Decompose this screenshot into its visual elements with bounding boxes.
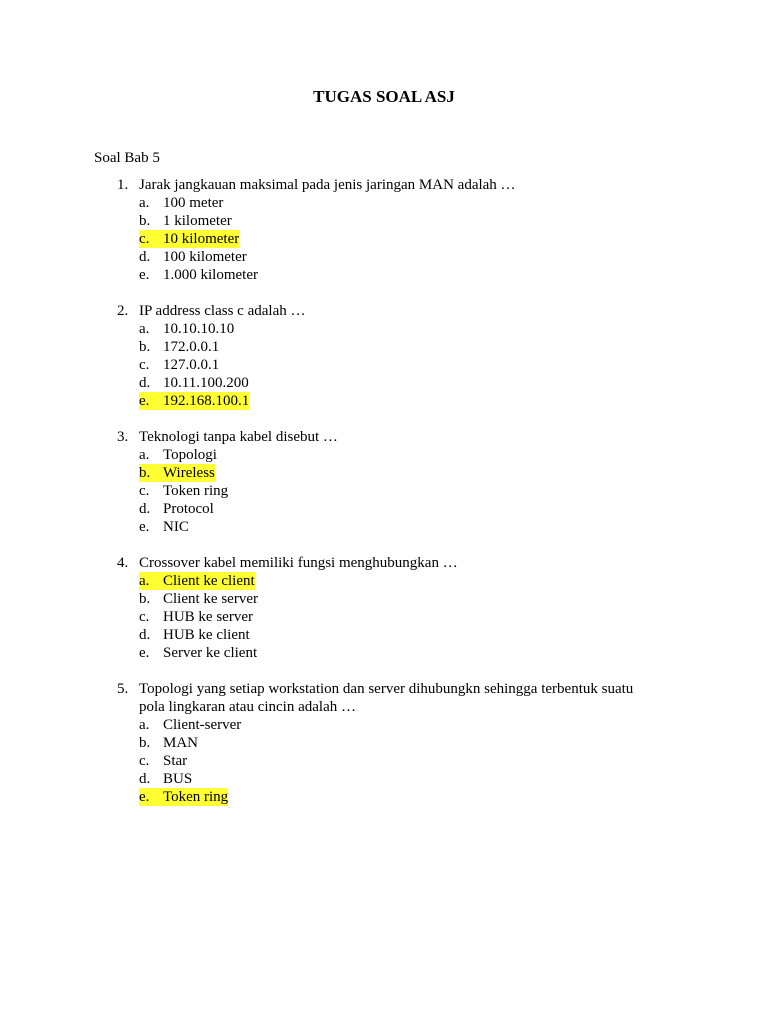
option-letter: a. bbox=[139, 195, 150, 211]
answer-option bbox=[0, 374, 768, 392]
option-text: HUB ke server bbox=[163, 609, 253, 625]
option-text: Topologi bbox=[163, 447, 217, 463]
option-content bbox=[139, 248, 247, 266]
question-text: Crossover kabel memiliki fungsi menghubungkan … bbox=[139, 555, 458, 571]
option-letter: d. bbox=[139, 501, 151, 517]
option-letter: e. bbox=[139, 789, 150, 805]
option-content bbox=[139, 716, 241, 734]
answer-option bbox=[0, 248, 768, 266]
option-letter: d. bbox=[139, 249, 151, 265]
option-text: Token ring bbox=[163, 789, 229, 805]
question-number: 5. bbox=[117, 681, 129, 697]
option-letter: b. bbox=[139, 735, 151, 751]
option-content bbox=[139, 626, 250, 644]
option-content bbox=[139, 446, 217, 464]
answer-option bbox=[0, 266, 768, 284]
option-text: 10 kilometer bbox=[163, 231, 240, 247]
option-content bbox=[139, 572, 255, 590]
option-letter: e. bbox=[139, 393, 150, 409]
option-letter: c. bbox=[139, 483, 150, 499]
option-content bbox=[139, 194, 223, 212]
option-letter: e. bbox=[139, 519, 150, 535]
option-content bbox=[139, 590, 258, 608]
option-text: 127.0.0.1 bbox=[163, 357, 220, 373]
option-text: 192.168.100.1 bbox=[163, 393, 250, 409]
question-text: IP address class c adalah … bbox=[139, 303, 306, 319]
question-number: 1. bbox=[117, 177, 129, 193]
answer-option bbox=[0, 770, 768, 788]
option-content bbox=[139, 500, 214, 518]
answer-option-highlighted bbox=[0, 392, 768, 410]
option-text: 100 kilometer bbox=[163, 249, 247, 265]
answer-option bbox=[0, 500, 768, 518]
answer-option bbox=[0, 338, 768, 356]
option-letter: e. bbox=[139, 645, 150, 661]
option-content bbox=[139, 518, 189, 536]
question-text-line: pola lingkaran atau cincin adalah … bbox=[139, 699, 356, 715]
answer-option bbox=[0, 482, 768, 500]
question-text: Teknologi tanpa kabel disebut … bbox=[139, 429, 338, 445]
option-text: 172.0.0.1 bbox=[163, 339, 220, 355]
option-letter: c. bbox=[139, 231, 150, 247]
answer-option bbox=[0, 644, 768, 662]
option-text: 10.10.10.10 bbox=[163, 321, 235, 337]
question-stem bbox=[0, 428, 768, 446]
option-letter: c. bbox=[139, 357, 150, 373]
option-content bbox=[139, 734, 198, 752]
option-letter: e. bbox=[139, 267, 150, 283]
answer-option-highlighted bbox=[0, 464, 768, 482]
option-text: Client ke server bbox=[163, 591, 258, 607]
answer-option bbox=[0, 734, 768, 752]
question-stem bbox=[0, 176, 768, 194]
page-title: TUGAS SOAL ASJ bbox=[313, 87, 455, 106]
answer-option bbox=[0, 212, 768, 230]
option-content bbox=[139, 374, 249, 392]
option-letter: c. bbox=[139, 753, 150, 769]
question-1 bbox=[0, 176, 768, 284]
option-letter: b. bbox=[139, 213, 151, 229]
option-letter: a. bbox=[139, 321, 150, 337]
option-content bbox=[139, 788, 228, 806]
option-letter: d. bbox=[139, 375, 151, 391]
option-letter: a. bbox=[139, 717, 150, 733]
question-number: 2. bbox=[117, 303, 129, 319]
answer-option-highlighted bbox=[0, 788, 768, 806]
option-text: 1 kilometer bbox=[163, 213, 232, 229]
option-content bbox=[139, 392, 249, 410]
question-stem bbox=[0, 554, 768, 572]
option-content bbox=[139, 338, 219, 356]
option-text: Protocol bbox=[163, 501, 214, 517]
answer-option bbox=[0, 194, 768, 212]
option-text: BUS bbox=[163, 771, 193, 787]
question-5 bbox=[0, 680, 768, 806]
option-text: 10.11.100.200 bbox=[163, 375, 249, 391]
question-2 bbox=[0, 302, 768, 410]
question-number: 3. bbox=[117, 429, 129, 445]
question-text-continued bbox=[0, 698, 768, 716]
answer-option bbox=[0, 752, 768, 770]
option-letter: d. bbox=[139, 771, 151, 787]
option-letter: b. bbox=[139, 339, 151, 355]
option-text: Server ke client bbox=[163, 645, 258, 661]
answer-option-highlighted bbox=[0, 230, 768, 248]
option-text: HUB ke client bbox=[163, 627, 250, 643]
answer-option bbox=[0, 608, 768, 626]
option-text: 100 meter bbox=[163, 195, 224, 211]
question-number: 4. bbox=[117, 555, 129, 571]
question-4 bbox=[0, 554, 768, 662]
question-text: Topologi yang setiap workstation dan server dihubungkn sehingga terbentuk suatu bbox=[139, 681, 634, 697]
option-text: 1.000 kilometer bbox=[163, 267, 258, 283]
option-text: Token ring bbox=[163, 483, 229, 499]
option-text: Star bbox=[163, 753, 188, 769]
option-text: Client ke client bbox=[163, 573, 255, 589]
question-3 bbox=[0, 428, 768, 536]
option-letter: b. bbox=[139, 465, 151, 481]
answer-option bbox=[0, 518, 768, 536]
option-content bbox=[139, 266, 258, 284]
answer-option-highlighted bbox=[0, 572, 768, 590]
option-text: NIC bbox=[163, 519, 189, 535]
question-text: Jarak jangkauan maksimal pada jenis jaringan MAN adalah … bbox=[139, 177, 516, 193]
option-content bbox=[139, 356, 219, 374]
option-letter: d. bbox=[139, 627, 151, 643]
question-stem bbox=[0, 302, 768, 320]
option-content bbox=[139, 212, 232, 230]
option-content bbox=[139, 320, 234, 338]
answer-option bbox=[0, 716, 768, 734]
question-list bbox=[0, 176, 768, 824]
option-content bbox=[139, 230, 239, 248]
answer-option bbox=[0, 320, 768, 338]
option-content bbox=[139, 644, 257, 662]
option-content bbox=[139, 464, 215, 482]
option-text: Wireless bbox=[163, 465, 215, 481]
option-letter: b. bbox=[139, 591, 151, 607]
section-heading: Soal Bab 5 bbox=[94, 150, 160, 166]
answer-option bbox=[0, 626, 768, 644]
option-text: Client-server bbox=[163, 717, 242, 733]
option-text: MAN bbox=[163, 735, 199, 751]
option-letter: a. bbox=[139, 447, 150, 463]
option-letter: c. bbox=[139, 609, 150, 625]
question-stem bbox=[0, 680, 768, 698]
answer-option bbox=[0, 446, 768, 464]
option-content bbox=[139, 482, 228, 500]
answer-option bbox=[0, 356, 768, 374]
option-letter: a. bbox=[139, 573, 150, 589]
option-content bbox=[139, 752, 187, 770]
option-content bbox=[139, 770, 192, 788]
answer-option bbox=[0, 590, 768, 608]
option-content bbox=[139, 608, 253, 626]
